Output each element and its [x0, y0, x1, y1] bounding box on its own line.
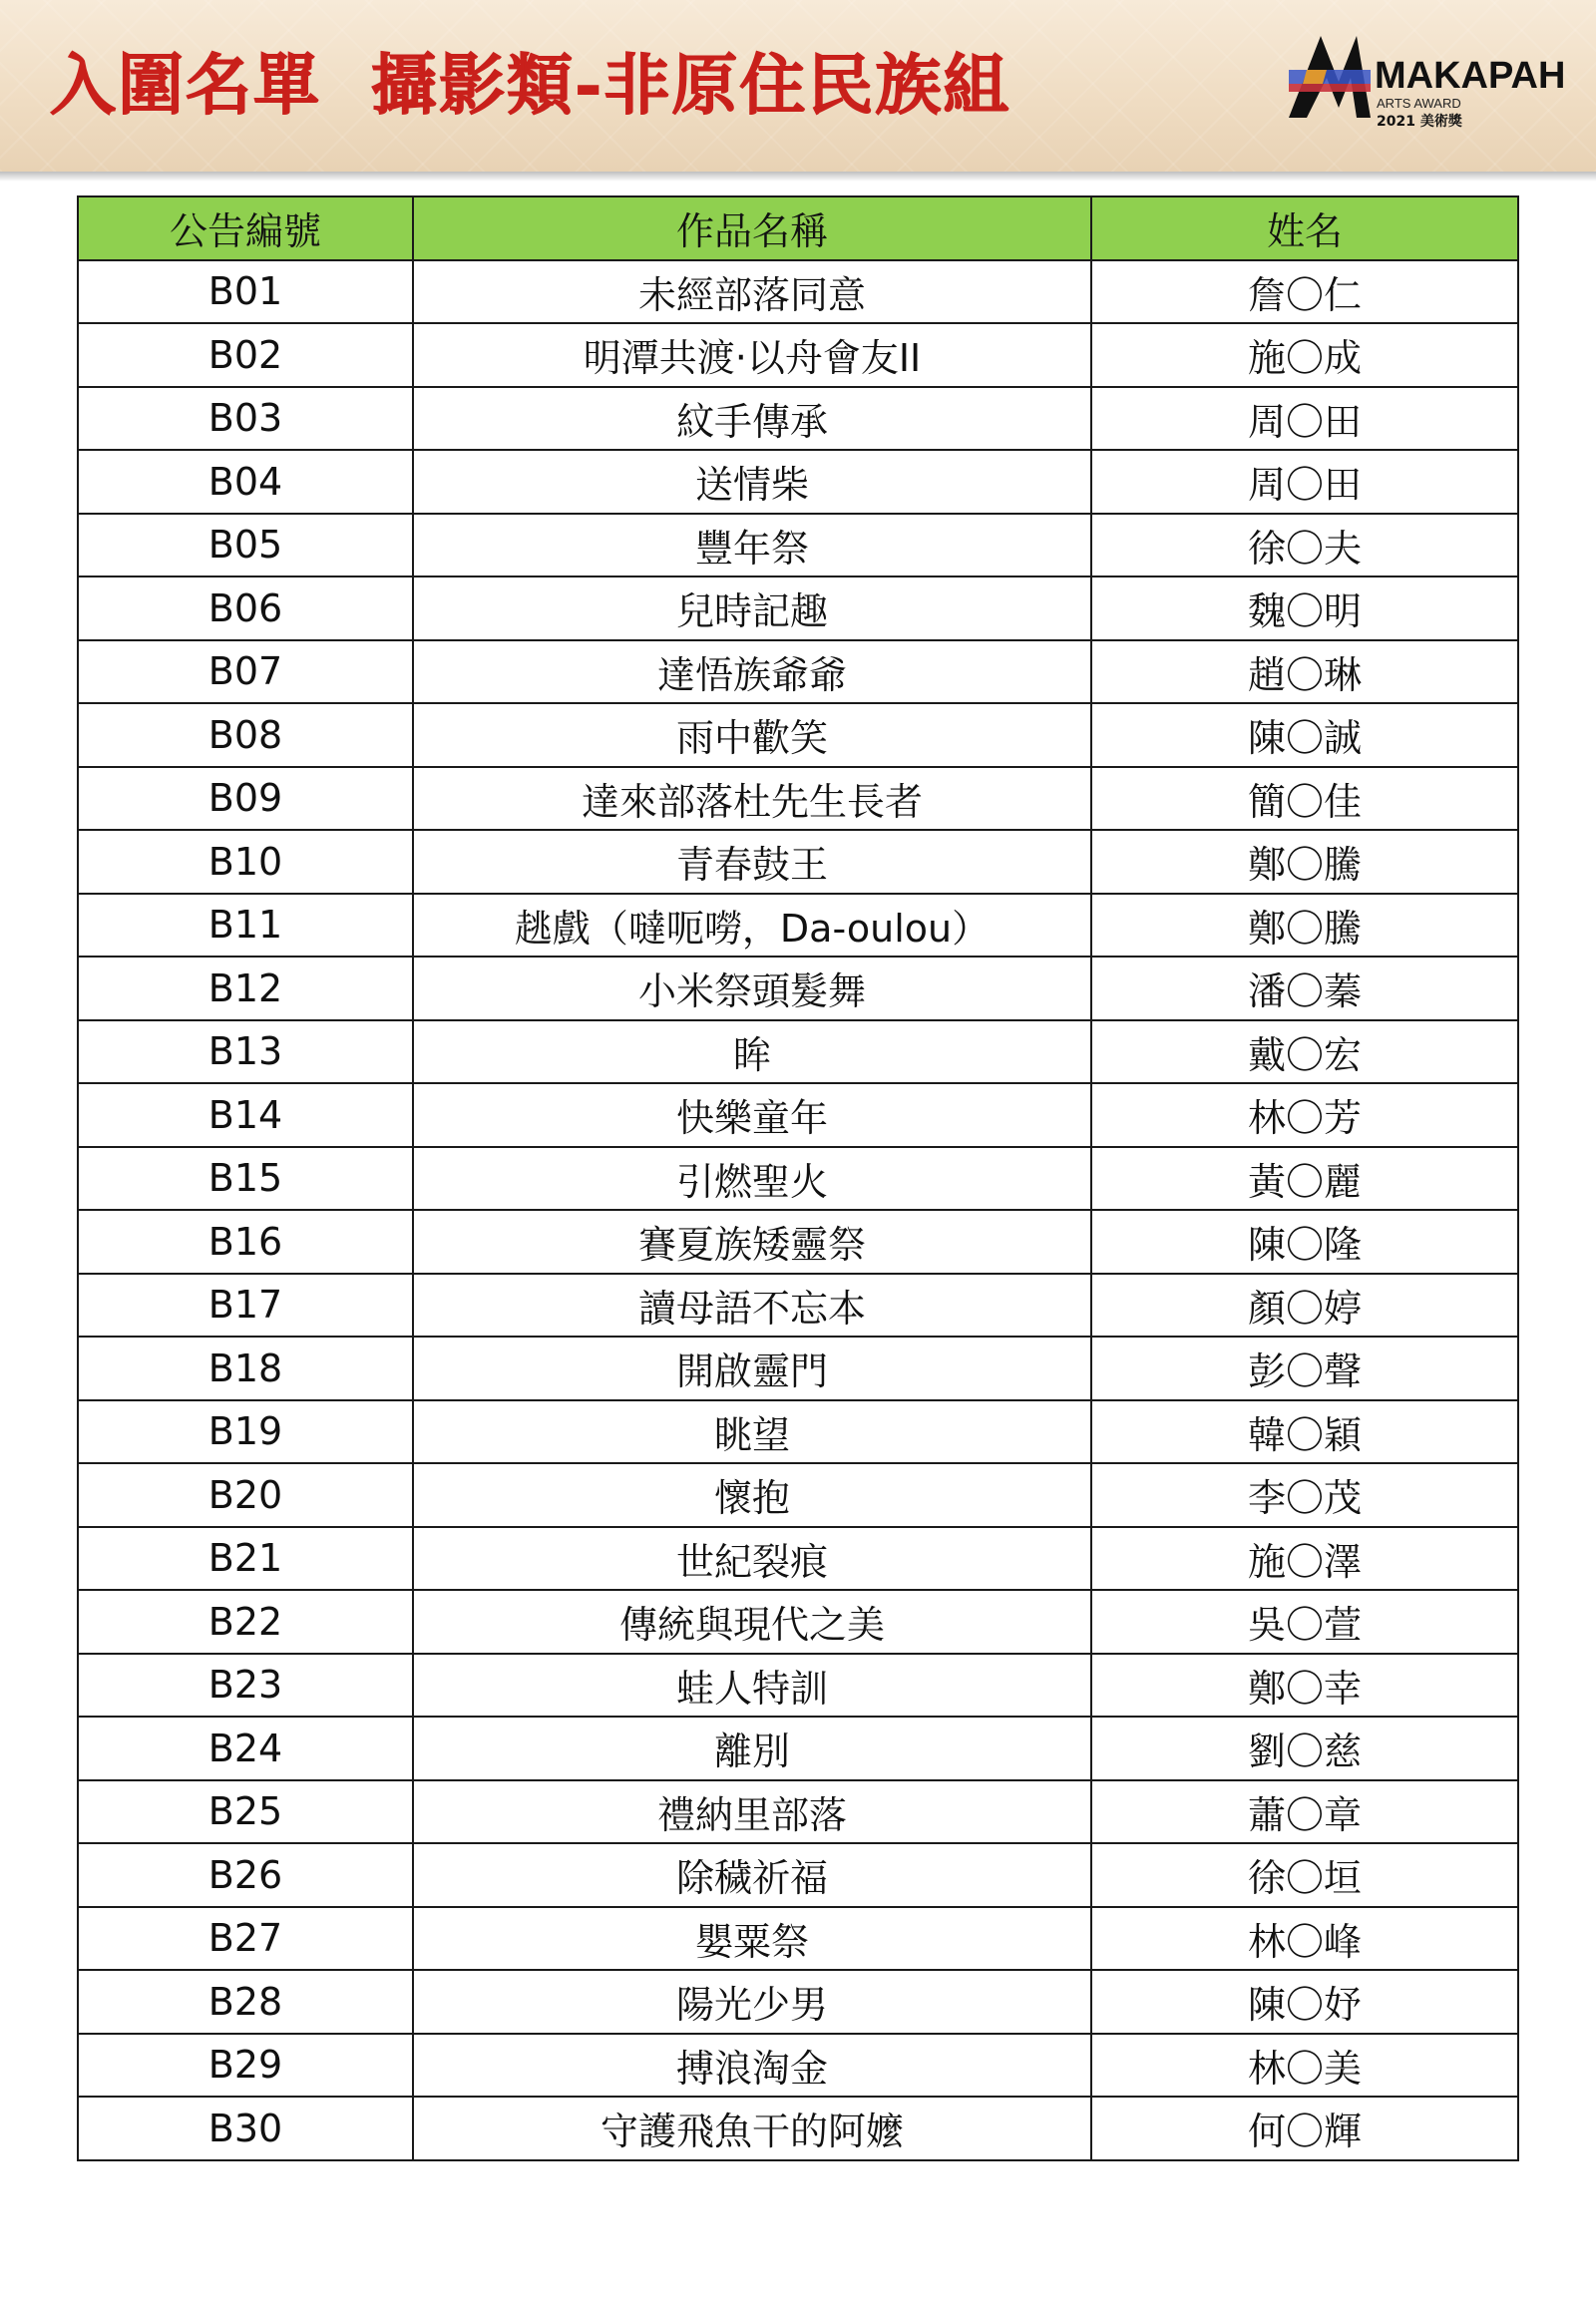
cell-name: 陳〇誠 — [1091, 703, 1518, 767]
page-title: 入圍名單 攝影類-非原住民族組 — [50, 46, 1011, 124]
cell-number: B11 — [78, 894, 413, 958]
cell-number: B02 — [78, 323, 413, 387]
table-row — [78, 323, 1518, 387]
table-row — [78, 703, 1518, 767]
cell-number: B22 — [78, 1590, 413, 1654]
cell-number: B16 — [78, 1210, 413, 1274]
table-row — [78, 514, 1518, 577]
cell-number: B23 — [78, 1654, 413, 1718]
cell-title: 趒戲（噠呃嘮，Da-oulou） — [413, 894, 1091, 958]
cell-number: B10 — [78, 830, 413, 894]
table-row — [78, 830, 1518, 894]
cell-title: 未經部落同意 — [413, 260, 1091, 324]
cell-number: B29 — [78, 2034, 413, 2098]
table-row — [78, 1147, 1518, 1211]
cell-title: 開啟靈門 — [413, 1337, 1091, 1400]
cell-number: B04 — [78, 450, 413, 514]
cell-title: 小米祭頭髮舞 — [413, 957, 1091, 1020]
table-row — [78, 1780, 1518, 1844]
cell-title: 眺望 — [413, 1400, 1091, 1464]
cell-number: B12 — [78, 957, 413, 1020]
cell-title: 傳統與現代之美 — [413, 1590, 1091, 1654]
shortlist-table — [77, 195, 1519, 2161]
makapah-logo-graphic — [1287, 30, 1566, 140]
cell-number: B09 — [78, 767, 413, 831]
cell-number: B05 — [78, 514, 413, 577]
cell-title: 陽光少男 — [413, 1970, 1091, 2034]
column-header-number: 公告編號 — [78, 196, 413, 260]
table-row — [78, 576, 1518, 640]
cell-name: 林〇芳 — [1091, 1083, 1518, 1147]
cell-name: 鄭〇幸 — [1091, 1654, 1518, 1718]
cell-title: 蛙人特訓 — [413, 1654, 1091, 1718]
table-row — [78, 2097, 1518, 2160]
table-row — [78, 1463, 1518, 1527]
table-row — [78, 1717, 1518, 1780]
cell-number: B08 — [78, 703, 413, 767]
table-row — [78, 2034, 1518, 2098]
cell-title: 豐年祭 — [413, 514, 1091, 577]
table-row — [78, 1274, 1518, 1338]
logo-line2-text: 2021 美術獎 — [1377, 114, 1462, 130]
cell-number: B13 — [78, 1020, 413, 1084]
cell-name: 何〇輝 — [1091, 2097, 1518, 2160]
cell-name: 黃〇麗 — [1091, 1147, 1518, 1211]
cell-name: 林〇美 — [1091, 2034, 1518, 2098]
table-row — [78, 260, 1518, 324]
cell-number: B18 — [78, 1337, 413, 1400]
column-header-name: 姓名 — [1091, 196, 1518, 260]
cell-number: B20 — [78, 1463, 413, 1527]
cell-title: 世紀裂痕 — [413, 1527, 1091, 1591]
table-row — [78, 1654, 1518, 1718]
cell-name: 顏〇婷 — [1091, 1274, 1518, 1338]
cell-title: 雨中歡笑 — [413, 703, 1091, 767]
cell-title: 除穢祈福 — [413, 1843, 1091, 1907]
cell-title: 守護飛魚干的阿嬤 — [413, 2097, 1091, 2160]
cell-name: 彭〇聲 — [1091, 1337, 1518, 1400]
cell-title: 兒時記趣 — [413, 576, 1091, 640]
cell-number: B14 — [78, 1083, 413, 1147]
cell-title: 嬰粟祭 — [413, 1907, 1091, 1971]
column-header-title: 作品名稱 — [413, 196, 1091, 260]
cell-name: 陳〇隆 — [1091, 1210, 1518, 1274]
cell-name: 詹〇仁 — [1091, 260, 1518, 324]
cell-number: B30 — [78, 2097, 413, 2160]
cell-name: 施〇澤 — [1091, 1527, 1518, 1591]
cell-name: 陳〇妤 — [1091, 1970, 1518, 2034]
table-row — [78, 767, 1518, 831]
cell-title: 引燃聖火 — [413, 1147, 1091, 1211]
cell-title: 搏浪淘金 — [413, 2034, 1091, 2098]
cell-number: B21 — [78, 1527, 413, 1591]
cell-title: 賽夏族矮靈祭 — [413, 1210, 1091, 1274]
cell-name: 韓〇穎 — [1091, 1400, 1518, 1464]
cell-title: 禮納里部落 — [413, 1780, 1091, 1844]
cell-title: 讀母語不忘本 — [413, 1274, 1091, 1338]
cell-number: B06 — [78, 576, 413, 640]
table-row — [78, 1337, 1518, 1400]
table-row — [78, 1843, 1518, 1907]
cell-title: 達悟族爺爺 — [413, 640, 1091, 704]
cell-title: 達來部落杜先生長者 — [413, 767, 1091, 831]
table-header-row — [78, 196, 1518, 260]
cell-number: B15 — [78, 1147, 413, 1211]
cell-number: B03 — [78, 387, 413, 451]
table-row — [78, 640, 1518, 704]
cell-number: B25 — [78, 1780, 413, 1844]
table-row — [78, 1527, 1518, 1591]
cell-title: 青春鼓王 — [413, 830, 1091, 894]
table-row — [78, 387, 1518, 451]
header-banner — [0, 0, 1596, 172]
cell-number: B24 — [78, 1717, 413, 1780]
cell-title: 眸 — [413, 1020, 1091, 1084]
cell-name: 趙〇琳 — [1091, 640, 1518, 704]
cell-name: 鄭〇騰 — [1091, 894, 1518, 958]
cell-name: 蕭〇章 — [1091, 1780, 1518, 1844]
cell-number: B27 — [78, 1907, 413, 1971]
cell-title: 快樂童年 — [413, 1083, 1091, 1147]
cell-number: B26 — [78, 1843, 413, 1907]
table-row — [78, 894, 1518, 958]
table-row — [78, 1590, 1518, 1654]
cell-name: 施〇成 — [1091, 323, 1518, 387]
cell-name: 潘〇蓁 — [1091, 957, 1518, 1020]
cell-name: 林〇峰 — [1091, 1907, 1518, 1971]
cell-number: B01 — [78, 260, 413, 324]
cell-title: 明潭共渡‧以舟會友II — [413, 323, 1091, 387]
table-row — [78, 450, 1518, 514]
cell-name: 魏〇明 — [1091, 576, 1518, 640]
cell-name: 簡〇佳 — [1091, 767, 1518, 831]
cell-number: B17 — [78, 1274, 413, 1338]
table-row — [78, 1907, 1518, 1971]
cell-number: B19 — [78, 1400, 413, 1464]
cell-name: 李〇茂 — [1091, 1463, 1518, 1527]
cell-title: 紋手傳承 — [413, 387, 1091, 451]
cell-name: 徐〇垣 — [1091, 1843, 1518, 1907]
cell-title: 離別 — [413, 1717, 1091, 1780]
makapah-logo — [1287, 30, 1566, 140]
cell-name: 周〇田 — [1091, 387, 1518, 451]
table-row — [78, 1020, 1518, 1084]
cell-title: 送情柴 — [413, 450, 1091, 514]
cell-name: 鄭〇騰 — [1091, 830, 1518, 894]
table-row — [78, 1970, 1518, 2034]
table-row — [78, 1083, 1518, 1147]
cell-name: 吳〇萱 — [1091, 1590, 1518, 1654]
table-row — [78, 957, 1518, 1020]
cell-number: B07 — [78, 640, 413, 704]
logo-brand-text: MAKAPAH — [1375, 55, 1566, 97]
cell-name: 徐〇夫 — [1091, 514, 1518, 577]
cell-title: 懷抱 — [413, 1463, 1091, 1527]
table-row — [78, 1210, 1518, 1274]
logo-line1-text: ARTS AWARD — [1377, 96, 1461, 111]
cell-name: 戴〇宏 — [1091, 1020, 1518, 1084]
cell-name: 劉〇慈 — [1091, 1717, 1518, 1780]
table-row — [78, 1400, 1518, 1464]
cell-number: B28 — [78, 1970, 413, 2034]
cell-name: 周〇田 — [1091, 450, 1518, 514]
